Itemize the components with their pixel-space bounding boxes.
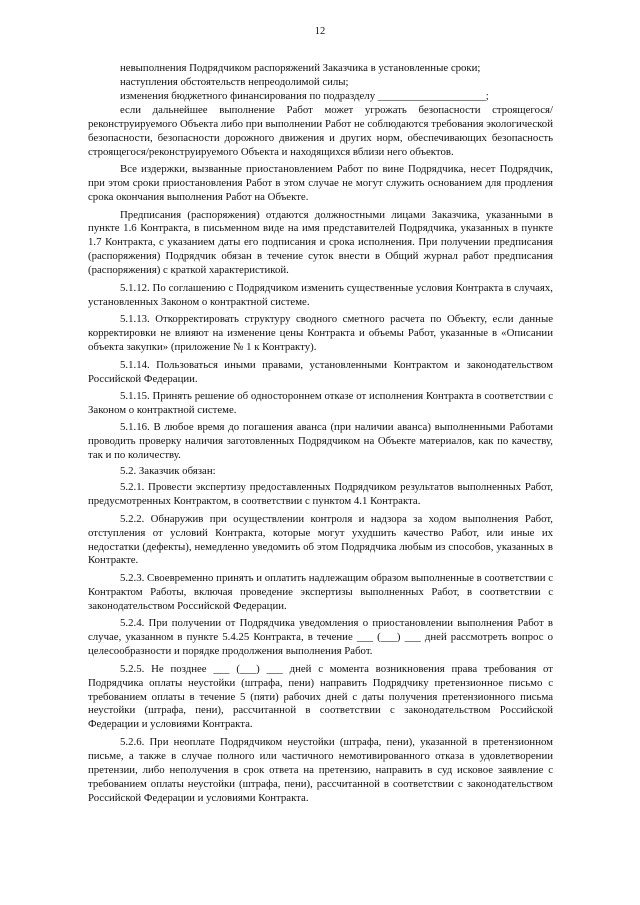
paragraph: 5.2.5. Не позднее ___ (___) ___ дней с момента возникновения права требования от Подрядчика оплаты неустойки (штрафа, пени) направить Подрядчику претензионное письмо с требованием оплаты в течение 5 (пяти) рабочих дней с даты получения претензионного письма неустойки (штрафа, пени), рассчитанной в соответствии с законодательством Российской Федерации и условиями Контракта. [88, 662, 553, 731]
paragraph: 5.2.2. Обнаружив при осуществлении контроля и надзора за ходом выполнения Работ, отступления от условий Контракта, которые могут ухудшить качество Работ, или иные их недостатки (дефекты), немедленно уведомить об этом Подрядчика любым из способов, указанных в Контракте. [88, 512, 553, 567]
paragraph: 5.2.4. При получении от Подрядчика уведомления о приостановлении выполнения Работ в случае, указанном в пункте 5.4.25 Контракта, в течение ___ (___) ___ дней рассмотреть вопрос о целесообразности и порядке продолжения выполнения Работ. [88, 617, 553, 658]
paragraph: 5.2.1. Провести экспертизу предоставленных Подрядчиком результатов выполненных Работ, предусмотренных Контрактом, в соответствии с пунктом 4.1 Контракта. [88, 481, 553, 508]
paragraph: невыполнения Подрядчиком распоряжений Заказчика в установленные сроки; [120, 62, 481, 74]
section-heading: 5.2. Заказчик обязан: [120, 465, 216, 478]
paragraph: 5.1.16. В любое время до погашения аванса (при наличии аванса) выполненными Работами проводить проверку наличия заготовленных Подрядчиком на Объекте материалов, как по качеству, так и по количеству. [88, 421, 553, 462]
paragraph: изменения бюджетного финансирования по подразделу ____________________; [120, 89, 489, 102]
paragraph: Все издержки, вызванные приостановлением Работ по вине Подрядчика, несет Подрядчик, при этом сроки приостановления Работ в этом случае не могут служить основанием для продления срока окончания выполнения Работ на Объекте. [88, 163, 553, 204]
paragraph: наступления обстоятельств непреодолимой силы; [120, 75, 349, 88]
paragraph: 5.2.6. При неоплате Подрядчиком неустойки (штрафа, пени), указанной в претензионном письме, а также в случае полного или частичного немотивированного отказа в удовлетворении претензии, либо неполучения в срок ответа на претензию, направить в суд исковое заявление с требованием оплаты неустойки (штрафа, пени), рассчитанной в соответствии с законодательством Российской Федерации и условиями Контракта. [88, 735, 553, 804]
page-number: 12 [314, 26, 326, 37]
paragraph: 5.1.15. Принять решение об одностороннем отказе от исполнения Контракта в соответствии с Законом о контрактной системе. [88, 389, 553, 416]
paragraph: 5.1.14. Пользоваться иными правами, установленными Контрактом и законодательством Российской Федерации. [88, 358, 553, 385]
paragraph: 5.2.3. Своевременно принять и оплатить надлежащим образом выполненные в соответствии с Контрактом Работы, включая проведение экспертизы выполненных Работ, в соответствии с законодательством Российской Федерации. [88, 571, 553, 612]
paragraph: Предписания (распоряжения) отдаются должностными лицами Заказчика, указанными в пункте 1.6 Контракта, в письменном виде на имя представителей Подрядчика, указанных в пункте 1.7 Контракта, с указанием даты его подписания и срока исполнения. При получении предписания (распоряжения) Подрядчик обязан в течение суток внести в Общий журнал работ предписания (распоряжения) с краткой характеристикой. [88, 208, 553, 277]
paragraph: если дальнейшее выполнение Работ может угрожать безопасности строящегося/реконструируемого Объекта либо при выполнении Работ не соблюдаются требования экологической безопасности, безопасности дорожного движения и других норм, обеспечивающих безопасность строящегося/реконструируемого Объекта и находящихся вблизи него объектов. [88, 103, 553, 158]
paragraph: 5.1.13. Откорректировать структуру сводного сметного расчета по Объекту, если данные корректировки не влияют на изменение цены Контракта и объемы Работ, указанные в «Описании объекта закупки» (приложение № 1 к Контракту). [88, 313, 553, 354]
paragraph: 5.1.12. По соглашению с Подрядчиком изменить существенные условия Контракта в случаях, установленных Законом о контрактной системе. [88, 281, 553, 308]
document-body [88, 62, 553, 806]
